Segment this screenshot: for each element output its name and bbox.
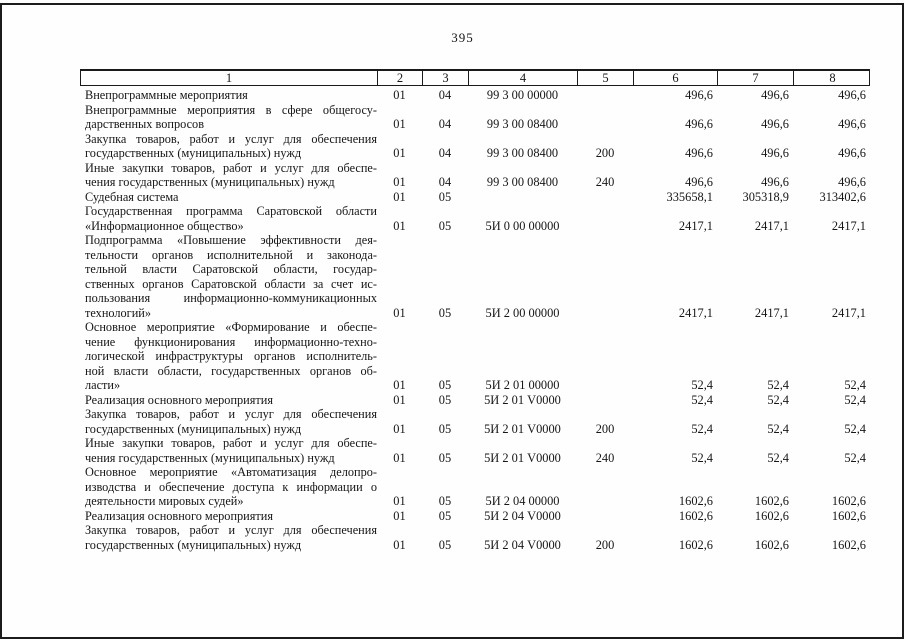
description-line: Основное мероприятие «Автоматизация делопро- (85, 465, 377, 479)
row-description (80, 393, 377, 408)
description-line: чение функционирования информационно-техно- (85, 334, 377, 349)
table-row (80, 407, 870, 436)
cell-col4: 5И 0 00 00000 (485, 218, 560, 233)
description-line: государственных (муниципальных) нужд (85, 146, 302, 160)
cell-col8: 52,4 (844, 392, 866, 407)
cell-col7: 2417,1 (754, 218, 789, 233)
cell-col5: 200 (595, 537, 615, 552)
cell-col2: 01 (393, 392, 406, 407)
cell-col5: 240 (595, 175, 615, 189)
cell-col2: 01 (393, 305, 406, 320)
cell-col5: 200 (595, 146, 615, 160)
cell-col3: 05 (438, 392, 452, 407)
table-row (80, 190, 870, 205)
cell-col4: 5И 2 01 V0000 (484, 392, 561, 407)
description-line: Иные закупки товаров, работ и услуг для обеспе- (85, 436, 377, 450)
cell-col3: 05 (438, 378, 452, 392)
header-cell: 7 (718, 71, 794, 85)
description-line: изводства и обеспечение доступа к информации о (85, 479, 377, 494)
cell-col6: 52,4 (691, 392, 713, 407)
cell-col6: 1602,6 (678, 537, 713, 552)
description-line: чения государственных (муниципальных) нужд (85, 175, 335, 189)
cell-col6: 335658,1 (666, 189, 713, 204)
table-row (80, 103, 870, 132)
row-description (80, 509, 377, 524)
description-line: деятельности мировых судей» (85, 494, 244, 508)
cell-col2: 01 (393, 88, 406, 102)
row-description (80, 103, 377, 132)
cell-col3: 05 (438, 494, 452, 508)
cell-col2: 01 (393, 189, 406, 204)
description-line: Реализация основного мероприятия (85, 392, 274, 407)
row-description (80, 407, 377, 436)
description-line: ласти» (85, 378, 121, 392)
cell-col2: 01 (393, 421, 406, 436)
cell-col2: 01 (393, 218, 406, 233)
table-row (80, 320, 870, 393)
row-description (80, 320, 377, 393)
cell-col6: 1602,6 (678, 494, 713, 508)
description-line: Закупка товаров, работ и услуг для обеспечения (85, 407, 377, 421)
cell-col4: 5И 2 04 V0000 (484, 537, 561, 552)
cell-col3: 05 (438, 450, 452, 465)
cell-col6: 52,4 (691, 378, 713, 392)
cell-col4: 5И 2 00 00000 (485, 305, 560, 320)
cell-col3: 05 (438, 537, 452, 552)
cell-col7: 52,4 (767, 450, 789, 465)
cell-col3: 04 (438, 146, 452, 160)
description-line: пользования информационно-коммуникационных (85, 291, 377, 305)
cell-col8: 1602,6 (831, 537, 866, 552)
description-line: Закупка товаров, работ и услуг для обеспечения (85, 131, 377, 146)
cell-col7: 52,4 (767, 421, 789, 436)
header-cell: 6 (634, 71, 718, 85)
cell-col8: 496,6 (838, 175, 866, 189)
budget-table (80, 69, 870, 552)
cell-col7: 496,6 (761, 117, 789, 131)
cell-col6: 496,6 (685, 175, 713, 189)
cell-col8: 1602,6 (831, 494, 866, 508)
cell-col6: 2417,1 (678, 218, 713, 233)
cell-col4: 99 3 00 00000 (486, 88, 559, 102)
cell-col2: 01 (393, 537, 406, 552)
cell-col8: 313402,6 (819, 189, 866, 204)
cell-col4: 99 3 00 08400 (486, 117, 559, 131)
row-description (80, 523, 377, 552)
cell-col8: 1602,6 (831, 508, 866, 523)
header-cell: 8 (829, 71, 836, 85)
table-row (80, 465, 870, 509)
cell-col6: 52,4 (691, 421, 713, 436)
description-line: тельности органов исполнительной и законода- (85, 247, 377, 262)
cell-col6: 2417,1 (678, 305, 713, 320)
table-header (80, 69, 870, 86)
cell-col6: 496,6 (685, 146, 713, 160)
description-line: чения государственных (муниципальных) нужд (85, 450, 335, 465)
header-cell: 3 (423, 71, 469, 85)
row-description (80, 204, 377, 233)
cell-col8: 496,6 (838, 88, 866, 102)
cell-col7: 1602,6 (754, 494, 789, 508)
table-row (80, 204, 870, 233)
description-line: Основное мероприятие «Формирование и обеспе- (85, 320, 377, 334)
row-description (80, 233, 377, 320)
description-line: Судебная система (85, 189, 179, 204)
cell-col8: 52,4 (844, 421, 866, 436)
description-line: Подпрограмма «Повышение эффективности дея- (85, 233, 377, 247)
cell-col3: 05 (438, 508, 452, 523)
description-line: государственных (муниципальных) нужд (85, 537, 302, 552)
table-row (80, 436, 870, 465)
cell-col2: 01 (393, 175, 406, 189)
row-description (80, 161, 377, 190)
row-description (80, 465, 377, 509)
row-description (80, 88, 377, 103)
table-row (80, 523, 870, 552)
header-cell: 4 (469, 71, 578, 85)
cell-col6: 496,6 (685, 117, 713, 131)
cell-col7: 52,4 (767, 392, 789, 407)
description-line: технологий» (85, 305, 152, 320)
description-line: Государственная программа Саратовской области (85, 204, 377, 218)
cell-col3: 04 (438, 175, 452, 189)
cell-col8: 52,4 (844, 378, 866, 392)
cell-col2: 01 (393, 117, 406, 131)
table-row (80, 161, 870, 190)
cell-col7: 305318,9 (742, 189, 789, 204)
cell-col2: 01 (393, 494, 406, 508)
description-line: государственных (муниципальных) нужд (85, 421, 302, 436)
cell-col2: 01 (393, 378, 406, 392)
table-body (80, 88, 870, 552)
description-line: Реализация основного мероприятия (85, 508, 274, 523)
cell-col8: 496,6 (838, 117, 866, 131)
cell-col2: 01 (393, 508, 406, 523)
cell-col7: 496,6 (761, 146, 789, 160)
table-row (80, 132, 870, 161)
cell-col3: 04 (438, 117, 452, 131)
cell-col7: 496,6 (761, 88, 789, 102)
cell-col5: 200 (595, 421, 615, 436)
cell-col3: 05 (438, 421, 452, 436)
cell-col4: 5И 2 01 V0000 (484, 421, 561, 436)
header-cell: 1 (81, 71, 378, 85)
cell-col7: 1602,6 (754, 537, 789, 552)
cell-col2: 01 (393, 146, 406, 160)
cell-col3: 05 (438, 189, 452, 204)
cell-col4: 5И 2 04 00000 (485, 494, 560, 508)
row-description (80, 436, 377, 465)
header-cell: 5 (578, 71, 634, 85)
description-line: Внепрограммные мероприятия в сфере общегосу- (85, 102, 377, 117)
cell-col4: 5И 2 04 V0000 (484, 508, 561, 523)
cell-col4: 5И 2 01 00000 (485, 378, 560, 392)
table-row (80, 233, 870, 320)
cell-col5: 240 (595, 450, 615, 465)
description-line: Иные закупки товаров, работ и услуг для обеспе- (85, 160, 377, 175)
description-line: ственных органов Саратовской области за счет ис- (85, 276, 377, 291)
cell-col8: 2417,1 (831, 218, 866, 233)
table-row (80, 509, 870, 524)
cell-col8: 496,6 (838, 146, 866, 160)
header-cell: 2 (378, 71, 423, 85)
cell-col3: 04 (438, 88, 452, 102)
row-description (80, 132, 377, 161)
cell-col6: 1602,6 (678, 508, 713, 523)
table-row (80, 88, 870, 103)
cell-col8: 2417,1 (831, 305, 866, 320)
cell-col3: 05 (438, 305, 452, 320)
cell-col4: 99 3 00 08400 (486, 146, 559, 160)
description-line: дарственных вопросов (85, 117, 204, 131)
cell-col3: 05 (438, 218, 452, 233)
cell-col8: 52,4 (844, 450, 866, 465)
cell-col7: 2417,1 (754, 305, 789, 320)
description-line: «Информационное общество» (85, 218, 244, 233)
description-line: Внепрограммные мероприятия (85, 88, 248, 102)
cell-col6: 52,4 (691, 450, 713, 465)
cell-col4: 5И 2 01 V0000 (484, 450, 561, 465)
description-line: логической инфраструктуры органов исполнитель- (85, 349, 377, 363)
cell-col7: 496,6 (761, 175, 789, 189)
description-line: ной власти области, государственных органов об- (85, 363, 377, 378)
table-row (80, 393, 870, 408)
description-line: Закупка товаров, работ и услуг для обеспечения (85, 523, 377, 537)
cell-col7: 52,4 (767, 378, 789, 392)
row-description (80, 190, 377, 205)
description-line: тельной власти Саратовской области, государ- (85, 262, 377, 276)
page-number: 395 (451, 30, 474, 45)
cell-col7: 1602,6 (754, 508, 789, 523)
cell-col4: 99 3 00 08400 (486, 175, 559, 189)
cell-col2: 01 (393, 450, 406, 465)
cell-col6: 496,6 (685, 88, 713, 102)
